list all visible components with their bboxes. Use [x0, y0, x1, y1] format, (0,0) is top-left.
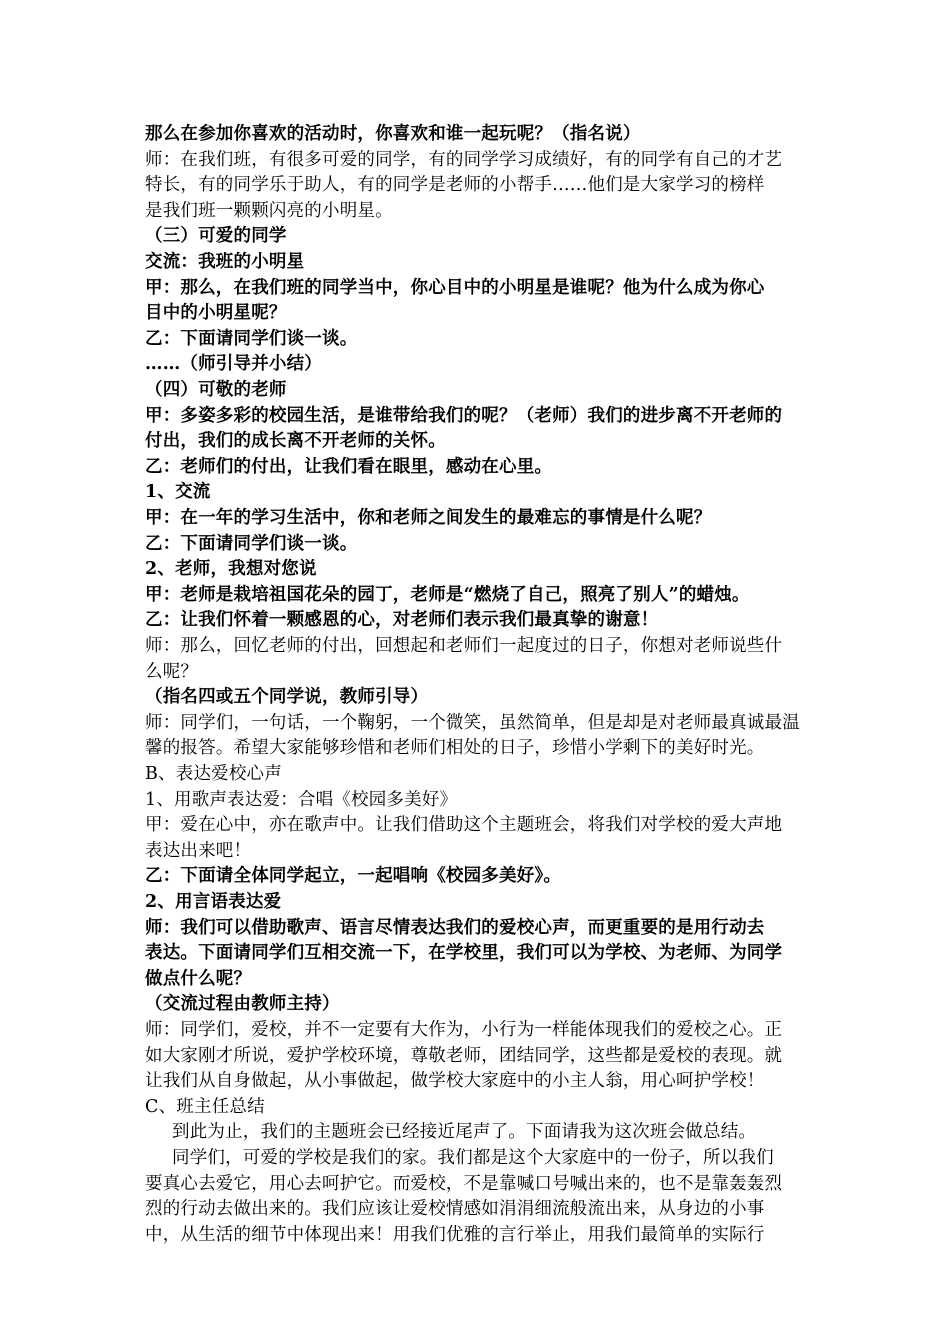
text-line: 那么在参加你喜欢的活动时，你喜欢和谁一起玩呢？（指名说）: [145, 124, 641, 144]
text-line: 表达。下面请同学们互相交流一下，在学校里，我们可以为学校、为老师、为同学: [145, 943, 783, 964]
text-line: 烈的行动去做出来的。我们应该让爱校情感如涓涓细流般流出来，从身边的小事: [145, 1199, 765, 1220]
text-line: 交流：我班的小明星: [145, 252, 305, 272]
text-line: 表达出来吧！: [145, 840, 252, 861]
text-line: 师：同学们，爱校，并不一定要有大作为，小行为一样能体现我们的爱校之心。正: [145, 1020, 783, 1040]
text-line: 乙：下面请同学们谈一谈。: [145, 328, 358, 349]
text-line: （四）可敬的老师: [145, 380, 287, 400]
text-line: 师：在我们班，有很多可爱的同学，有的同学学习成绩好，有的同学有自己的才艺: [145, 149, 783, 170]
text-line: 甲：那么，在我们班的同学当中，你心目中的小明星是谁呢？他为什么成为你心: [145, 277, 765, 298]
text-line: 让我们从自身做起，从小事做起，做学校大家庭中的小主人翁，用心呵护学校！: [145, 1071, 765, 1092]
text-line: 1、交流: [145, 482, 211, 503]
text-line: 甲：爱在心中，亦在歌声中。让我们借助这个主题班会，将我们对学校的爱大声地: [145, 815, 783, 836]
text-line: 是我们班一颗颗闪亮的小明星。: [145, 200, 393, 221]
text-line: 乙：让我们怀着一颗感恩的心，对老师们表示我们最真挚的谢意！: [145, 610, 659, 631]
text-line: 特长，有的同学乐于助人，有的同学是老师的小帮手……他们是大家学习的榜样: [145, 175, 765, 196]
text-line: 乙：下面请全体同学起立，一起唱响《校园多美好》。: [145, 866, 562, 887]
text-line: 师：我们可以借助歌声、语言尽情表达我们的爱校心声，而更重要的是用行动去: [145, 917, 765, 938]
text-line: 2、用言语表达爱: [145, 892, 282, 912]
text-line: 甲：在一年的学习生活中，你和老师之间发生的最难忘的事情是什么呢？: [145, 508, 712, 528]
text-line: 要真心去爱它，用心去呵护它。而爱校，不是靠喊口号喊出来的，也不是靠轰轰烈: [145, 1173, 783, 1194]
text-line: 馨的报答。希望大家能够珍惜和老师们相处的日子，珍惜小学剩下的美好时光。: [145, 738, 765, 759]
text-line: 做点什么呢？: [145, 968, 252, 989]
text-line: 同学们，可爱的学校是我们的家。我们都是这个大家庭中的一份子，所以我们: [172, 1148, 774, 1168]
text-line: 甲：老师是栽培祖国花朵的园丁，老师是“燃烧了自己，照亮了别人”的蜡烛。: [145, 584, 750, 605]
text-line: 1、用歌声表达爱：合唱《校园多美好》: [145, 789, 458, 810]
text-line: 如大家刚才所说，爱护学校环境，尊敬老师，团结同学，这些都是爱校的表现。就: [145, 1045, 783, 1066]
text-line: 甲：多姿多彩的校园生活，是谁带给我们的呢？（老师）我们的进步离不开老师的: [145, 405, 783, 426]
text-line: C、班主任总结: [145, 1096, 265, 1117]
text-line: （指名四或五个同学说，教师引导）: [145, 687, 429, 708]
text-line: 中，从生活的细节中体现出来！用我们优雅的言行举止，用我们最简单的实际行: [145, 1224, 765, 1245]
text-line: 么呢？: [145, 661, 199, 682]
text-line: B、表达爱校心声: [145, 764, 282, 784]
text-line: （三）可爱的同学: [145, 226, 287, 247]
text-line: 师：那么，回忆老师的付出，回想起和老师们一起度过的日子，你想对老师说些什: [145, 636, 783, 656]
text-line: 目中的小明星呢？: [145, 303, 287, 324]
text-line: （交流过程由教师主持）: [145, 994, 340, 1015]
text-line: 师：同学们，一句话，一个鞠躬，一个微笑，虽然简单，但是却是对老师最真诚最温: [145, 712, 800, 733]
text-line: 到此为止，我们的主题班会已经接近尾声了。下面请我为这次班会做总结。: [172, 1122, 757, 1143]
text-line: ……（师引导并小结）: [145, 354, 322, 375]
text-line: 乙：下面请同学们谈一谈。: [145, 533, 358, 554]
text-line: 付出，我们的成长离不开老师的关怀。: [145, 431, 446, 452]
text-line: 2、老师，我想对您说: [145, 559, 317, 580]
text-line: 乙：老师们的付出，让我们看在眼里，感动在心里。: [145, 456, 553, 477]
